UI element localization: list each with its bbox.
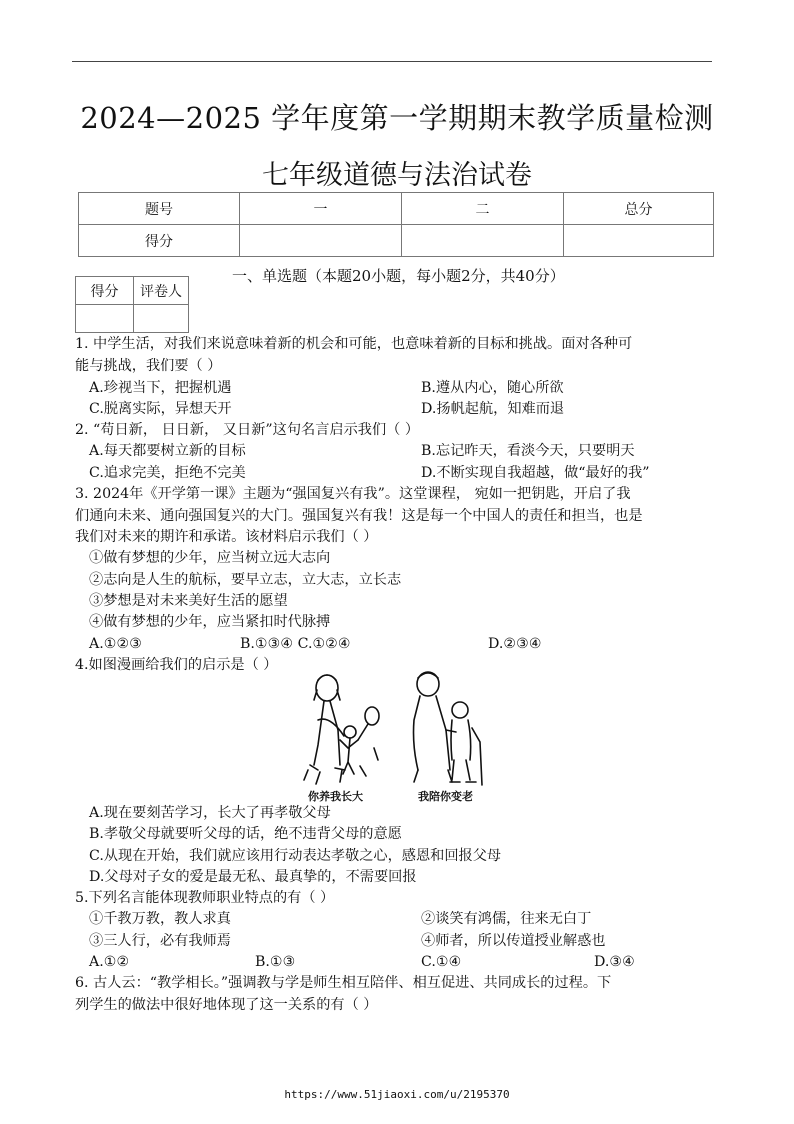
exam-subtitle: 七年级道德与法治试卷	[262, 160, 532, 191]
cartoon-image	[300, 670, 500, 805]
q1-option-d[interactable]: D.扬帆起航，知难而退	[421, 401, 565, 417]
score-table-header: 题号	[79, 193, 240, 225]
score-cell[interactable]	[402, 225, 564, 257]
q3-stem: 3. 2024年《开学第一课》主题为“强国复兴有我”。这堂课程， 宛如一把钥匙，开启了我	[75, 486, 631, 502]
q1-option-b[interactable]: B.遵从内心，随心所欲	[421, 380, 564, 396]
exam-title: 2024—2025 学年度第一学期期末教学质量检测	[80, 101, 714, 135]
q5-statement: ①千教万教，教人求真	[89, 911, 231, 927]
score-cell[interactable]	[240, 225, 402, 257]
q5-option-c[interactable]: C.①④	[421, 954, 462, 970]
q1-option-c[interactable]: C.脱离实际，异想天开	[89, 401, 232, 417]
q3-option-d[interactable]: D.②③④	[488, 636, 542, 652]
q6-stem: 6. 古人云：“教学相长。”强调教与学是师生相互陪伴、相互促进、共同成长的过程。下	[75, 975, 612, 991]
q4-option-b[interactable]: B.孝敬父母就要听父母的话，绝不违背父母的意愿	[89, 826, 402, 842]
q5-statement: ②谈笑有鸿儒，往来无白丁	[421, 911, 592, 927]
q3-statement: ①做有梦想的少年，应当树立远大志向	[89, 550, 331, 566]
q5-stem: 5.下列名言能体现教师职业特点的有（ ）	[75, 890, 335, 906]
footer-watermark: https://www.51jiaoxi.com/u/2195370	[284, 1088, 510, 1101]
q4-option-d[interactable]: D.父母对子女的爱是最无私、最真挚的，不需要回报	[89, 869, 417, 885]
q1-stem: 1. 中学生活，对我们来说意味着新的机会和可能，也意味着新的目标和挑战。面对各种可	[75, 336, 633, 352]
q5-option-b[interactable]: B.①③	[255, 954, 296, 970]
q5-option-d[interactable]: D.③④	[594, 954, 635, 970]
cartoon-drawing-icon	[300, 670, 500, 805]
q2-option-c[interactable]: C.追求完美，拒绝不完美	[89, 465, 246, 481]
grader-name-cell[interactable]	[134, 305, 189, 333]
q2-option-a[interactable]: A.每天都要树立新的目标	[89, 443, 246, 459]
q3-statement: ②志向是人生的航标，要早立志，立大志，立长志	[89, 572, 402, 588]
cartoon-caption-left: 你养我长大	[308, 790, 363, 803]
score-table	[78, 192, 714, 257]
score-table-header: 二	[402, 193, 564, 225]
q4-stem: 4.如图漫画给我们的启示是（ ）	[75, 657, 278, 673]
q5-option-a[interactable]: A.①②	[89, 954, 130, 970]
cartoon-caption-right: 我陪你变老	[418, 790, 473, 803]
q6-stem: 列学生的做法中很好地体现了这一关系的有（ ）	[75, 997, 378, 1013]
q1-option-a[interactable]: A.珍视当下，把握机遇	[89, 380, 232, 396]
q3-stem: 们通向未来、通向强国复兴的大门。强国复兴有我！这是每一个中国人的责任和担当，也是	[75, 508, 643, 524]
q1-stem: 能与挑战，我们要（ ）	[75, 358, 222, 374]
grader-box	[75, 276, 189, 333]
grader-name-label: 评卷人	[134, 277, 189, 305]
q2-stem: 2. “苟日新， 日日新， 又日新”这句名言启示我们（ ）	[75, 422, 420, 438]
score-cell[interactable]	[564, 225, 714, 257]
q3-statement: ④做有梦想的少年，应当紧扣时代脉搏	[89, 614, 331, 630]
q4-option-c[interactable]: C.从现在开始，我们就应该用行动表达孝敬之心，感恩和回报父母	[89, 848, 502, 864]
q2-option-d[interactable]: D.不断实现自我超越，做“最好的我”	[421, 465, 650, 481]
grader-score-cell[interactable]	[76, 305, 134, 333]
q3-option-a[interactable]: A.①②③	[89, 636, 142, 652]
top-rule	[72, 61, 712, 62]
q5-statement: ④师者，所以传道授业解惑也	[421, 933, 606, 949]
q5-statement: ③三人行，必有我师焉	[89, 933, 231, 949]
q3-option-bc[interactable]: B.①③④ C.①②④	[240, 636, 351, 652]
score-table-header: 一	[240, 193, 402, 225]
score-row-label: 得分	[79, 225, 240, 257]
q3-statement: ③梦想是对未来美好生活的愿望	[89, 593, 288, 609]
q4-option-a[interactable]: A.现在要刻苦学习，长大了再孝敬父母	[89, 805, 331, 821]
score-table-header: 总分	[564, 193, 714, 225]
q3-stem: 我们对未来的期许和承诺。该材料启示我们（ ）	[75, 529, 378, 545]
grader-score-label: 得分	[76, 277, 134, 305]
q2-option-b[interactable]: B.忘记昨天，看淡今天，只要明天	[421, 443, 635, 459]
section-heading: 一、单选题（本题20小题，每小题2分，共40分）	[232, 267, 565, 285]
